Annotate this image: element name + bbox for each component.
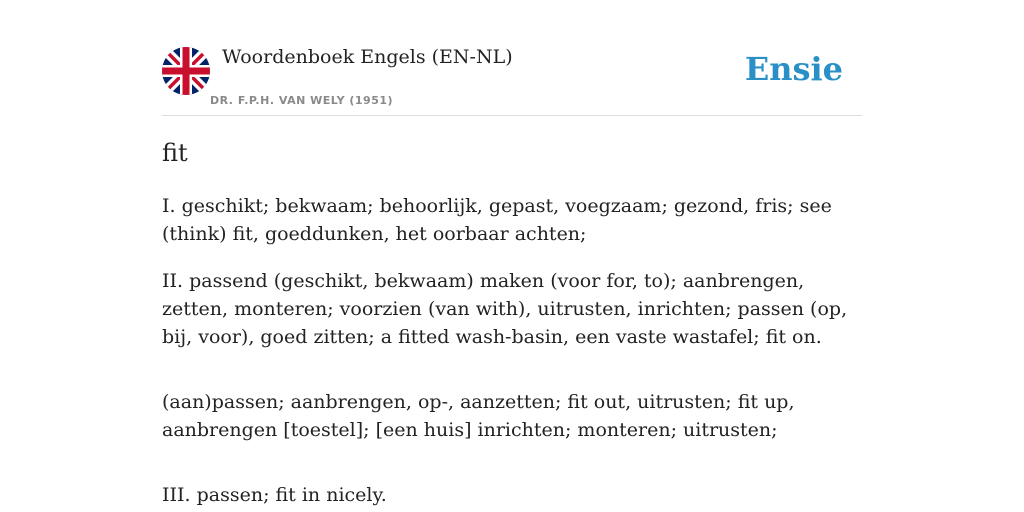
entry-definition xyxy=(162,192,862,512)
entry-headword: fit xyxy=(162,139,188,167)
definition-sense: (aan)passen; aanbrengen, op-, aanzetten; fit out, uitrusten; fit up, aanbrengen [toestel]; [een huis] inrichten; monteren; uitrusten; xyxy=(162,391,795,441)
uk-flag-icon xyxy=(162,47,210,95)
dictionary-title[interactable]: Woordenboek Engels (EN-NL) xyxy=(222,46,513,68)
dictionary-header xyxy=(162,0,862,116)
definition-sense: III. passen; fit in nicely. xyxy=(162,484,387,506)
definition-sense: II. passend (geschikt, bekwaam) maken (voor for, to); aanbrengen, zetten, monteren; voorzien (van with), uitrusten, inrichten; passen (op, bij, voor), goed zitten; a fitted wash-basin, een vaste wastafel; fit on. xyxy=(162,270,848,348)
page-container xyxy=(162,0,862,506)
ensie-logo-link[interactable]: Ensie xyxy=(744,50,843,88)
dictionary-author: DR. F.P.H. VAN WELY (1951) xyxy=(210,94,394,107)
definition-sense: I. geschikt; bekwaam; behoorlijk, gepast, voegzaam; gezond, fris; see (think) fit, goeddunken, het oorbaar achten; xyxy=(162,195,832,245)
